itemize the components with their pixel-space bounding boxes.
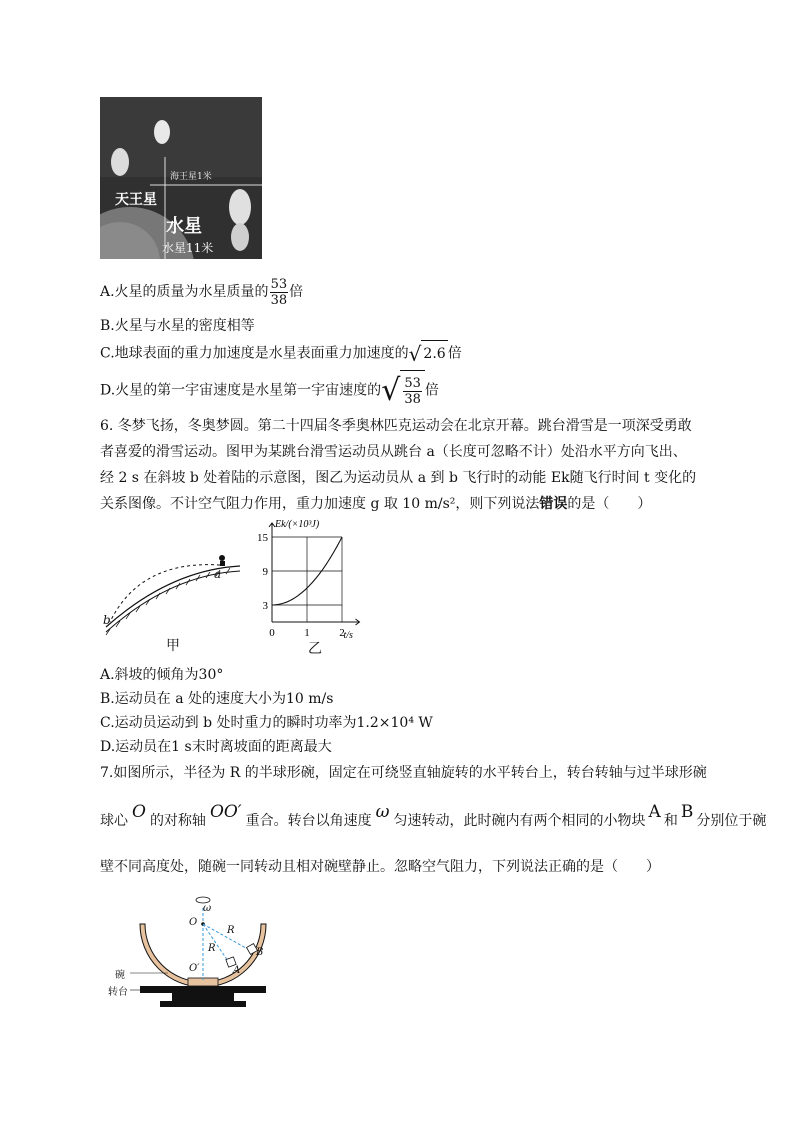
symbol-OO: OO′ <box>209 802 242 822</box>
fig-R1: R <box>227 925 235 936</box>
fig-A: A <box>233 965 241 976</box>
photo-label-top: 海王星1米 <box>170 172 212 182</box>
q5-option-a[interactable]: A.火星的质量为水星质量的 $\frac{53}{38}$ 倍 <box>100 276 304 308</box>
fig-bowl-label: 碗 <box>115 970 125 981</box>
photo-label-tianwang: 天王星 <box>115 192 157 208</box>
figure-yi-caption: 乙 <box>308 641 322 657</box>
q7-stem-line1: 7.如图所示，半径为 R 的半球形碗，固定在可绕竖直轴旋转的水平转台上，转台转轴与过半球形碗 <box>100 765 707 781</box>
x-axis-label: t/s <box>343 630 353 641</box>
x-tick-label: 2 <box>339 627 345 639</box>
emphasis-wrong: 错误 <box>539 496 568 512</box>
bowl-figure <box>100 888 275 1023</box>
sqrt-2-6: √ 2.6 <box>408 341 446 366</box>
fig-B: B <box>256 947 264 958</box>
fig-R2: R <box>208 943 216 954</box>
q6-stem: 6. 冬梦飞扬，冬奥梦圆。第二十四届冬季奥林匹克运动会在北京开幕。跳台滑雪是一项深受勇敢者喜爱的滑雪运动。图甲为某跳台滑雪运动员从跳台 a（长度可忽略不计）处沿水平方向飞出、经 2 s 在斜坡 b 处着陆的示意图，图乙为运动员从 a 到 b 飞行时的动能 Ek随飞行时间 t 变化的关系图像。不计空气阻力作用，重力加速度 g 取 10 m/s²，则下列说法错误的是（ ） <box>100 418 697 512</box>
fig-table-label: 转台 <box>108 987 128 998</box>
q5-option-c[interactable]: C.地球表面的重力加速度是水星表面重力加速度的√ 2.6 倍 <box>100 341 462 366</box>
label-b: b <box>103 613 111 627</box>
q6-option-d[interactable]: D.运动员在1 s末时离坡面的距离最大 <box>100 739 332 755</box>
y-tick-label: 3 <box>262 600 268 612</box>
bowl-diagram <box>100 888 275 1023</box>
y-tick-label: 15 <box>257 532 268 544</box>
symbol-B: B <box>680 802 694 822</box>
label-a: a <box>214 567 222 581</box>
fig-omega: ω <box>203 903 212 914</box>
symbol-A: A <box>648 802 661 822</box>
q5-option-b[interactable]: B.火星与水星的密度相等 <box>100 318 255 334</box>
figure-jia-caption: 甲 <box>166 638 180 654</box>
figure-jia <box>100 540 250 655</box>
fig-Oprime: O′ <box>189 963 200 974</box>
ek-time-chart <box>255 515 395 660</box>
fraction-53-38: $\frac{53}{38}$ <box>270 276 288 308</box>
q7-stem-line3: 壁不同高度处，随碗一同转动且相对碗壁静止。忽略空气阻力，下列说法正确的是（ ） <box>100 859 660 875</box>
q6-option-a[interactable]: A.斜坡的倾角为30° <box>100 667 224 683</box>
fig-O: O <box>189 917 198 928</box>
q7-stem-line2: 球心 O 的对称轴 OO′ 重合。转台以角速度 ω 匀速转动，此时碗内有两个相同的小物块 A 和 B 分别位于碗 <box>100 802 767 829</box>
q6-option-b[interactable]: B.运动员在 a 处的速度大小为10 m/s <box>100 691 334 707</box>
x-tick-label: 1 <box>304 627 310 639</box>
q5-option-d[interactable]: D.火星的第一宇宙速度是水星第一宇宙速度的√ $\frac{53}{38}$ 倍 <box>100 370 439 410</box>
y-tick-label: 9 <box>262 566 268 578</box>
symbol-O: O <box>132 802 146 822</box>
x-tick-label: 0 <box>269 627 275 639</box>
q6-option-c[interactable]: C.运动员运动到 b 处时重力的瞬时功率为1.2×10⁴ W <box>100 715 433 731</box>
photo-label-shui: 水星 <box>166 216 202 237</box>
y-axis-label: Ek/(×10³J) <box>275 519 320 530</box>
planet-comparison-photo <box>100 97 262 259</box>
figure-yi <box>255 515 395 660</box>
symbol-omega: ω <box>375 802 390 822</box>
sqrt-fraction: √ $\frac{53}{38}$ <box>381 370 425 411</box>
photo-label-shui-sub: 水星11米 <box>162 241 214 255</box>
